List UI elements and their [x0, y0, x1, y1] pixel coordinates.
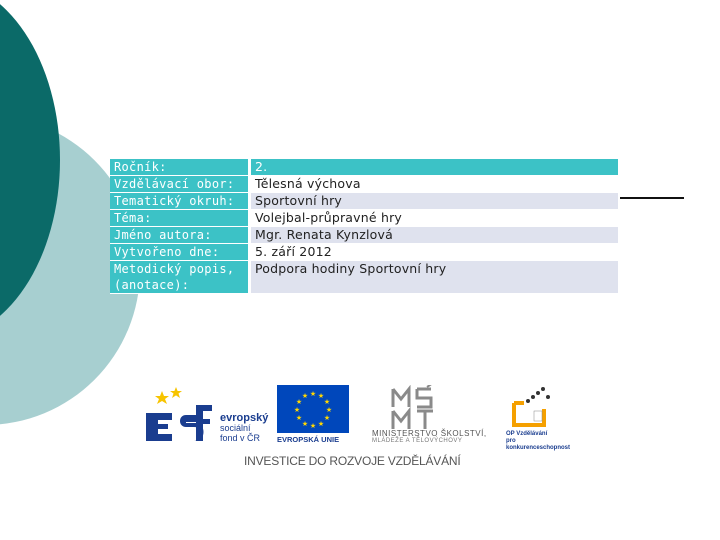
esf-line2: sociální — [220, 423, 251, 433]
row-label: Tematický okruh: — [110, 193, 250, 210]
investice-slogan: INVESTICE DO ROZVOJE VZDĚLÁVÁNÍ — [244, 454, 461, 468]
row-value: Mgr. Renata Kynzlová — [250, 227, 619, 244]
op-line2: pro konkurenceschopnost — [506, 438, 571, 451]
svg-text:★: ★ — [309, 390, 317, 398]
metadata-table — [110, 159, 618, 294]
row-label: Vzdělávací obor: — [110, 176, 250, 193]
row-value: 5. září 2012 — [250, 244, 619, 261]
row-label: Jméno autora: — [110, 227, 250, 244]
logo-strip — [140, 385, 580, 475]
table-row — [110, 244, 618, 261]
svg-text:★: ★ — [295, 414, 303, 422]
table-row — [110, 210, 618, 227]
esf-line3: fond v ČR — [220, 433, 261, 443]
row-label: Vytvořeno dne: — [110, 244, 250, 261]
esf-line1: evropský — [220, 412, 269, 424]
svg-text:★: ★ — [293, 406, 301, 414]
row-value: Sportovní hry — [250, 193, 619, 210]
row-value: Tělesná výchova — [250, 176, 619, 193]
row-value: Volejbal-průpravné hry — [250, 210, 619, 227]
svg-text:★: ★ — [301, 392, 309, 400]
msmt-caption-2: MLÁDEŽE A TĚLOVÝCHOVY — [372, 438, 463, 444]
svg-text:★: ★ — [309, 422, 317, 430]
eu-flag-icon — [277, 385, 349, 433]
table-row — [110, 261, 618, 294]
row-value: Podpora hodiny Sportovní hry — [250, 261, 619, 294]
svg-text:★: ★ — [323, 398, 331, 406]
op-vzdelavani-logo-icon — [506, 385, 556, 430]
esf-logo-icon — [140, 385, 215, 445]
esf-caption — [220, 413, 268, 443]
msmt-caption-1: MINISTERSTVO ŠKOLSTVÍ, — [372, 429, 487, 438]
row-label: Metodický popis, (anotace): — [110, 261, 250, 294]
svg-text:★: ★ — [325, 406, 333, 414]
row-value: 2. — [250, 159, 619, 176]
table-row — [110, 176, 618, 193]
table-row — [110, 193, 618, 210]
svg-text:★: ★ — [323, 414, 331, 422]
op-line1: OP Vzdělávání — [506, 431, 548, 437]
row-label: Ročník: — [110, 159, 250, 176]
op-caption — [506, 431, 580, 452]
divider-line — [620, 197, 684, 199]
msmt-logo-icon — [387, 385, 457, 430]
svg-text:★: ★ — [295, 398, 303, 406]
eu-caption: EVROPSKÁ UNIE — [277, 435, 340, 444]
svg-text:★: ★ — [317, 392, 325, 400]
svg-text:★: ★ — [301, 420, 309, 428]
row-label: Téma: — [110, 210, 250, 227]
table-row — [110, 159, 618, 176]
table-row — [110, 227, 618, 244]
svg-text:★: ★ — [317, 420, 325, 428]
